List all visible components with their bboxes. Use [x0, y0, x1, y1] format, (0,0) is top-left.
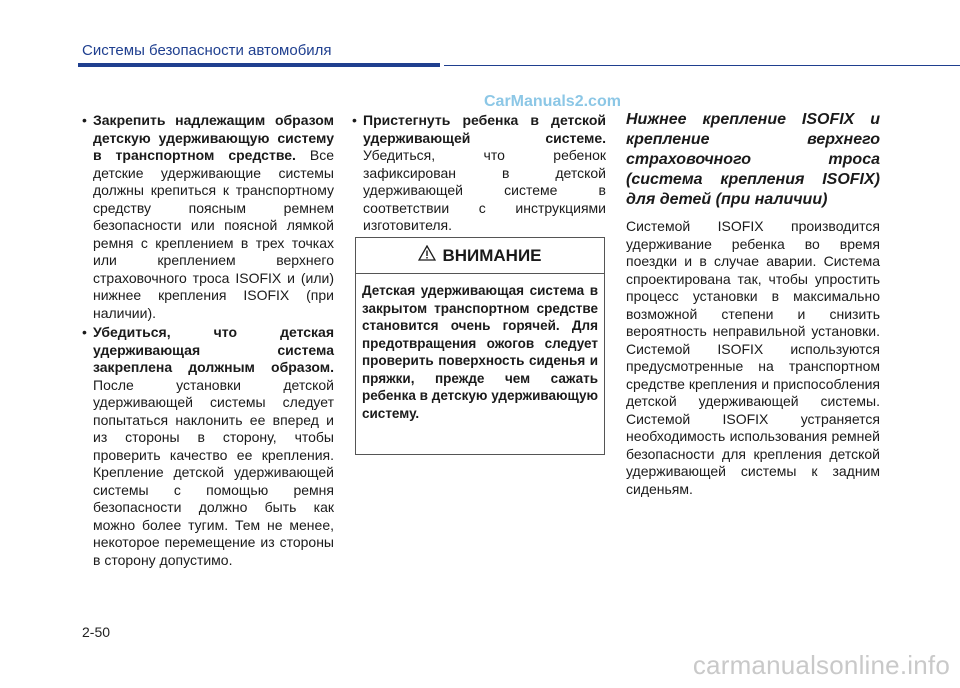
list-item-bold: Убедиться, что детская удерживающая система закреплена должным образом.	[93, 324, 334, 375]
list-item-text: После установки детской удерживающей системы следует попытаться наклонить ее вперед и из стороны в сторону, чтобы проверить качество ее крепления. Крепление детской удерживающей системы с помощью ремня безопасности должно быть как можно более тугим. Тем не менее, некоторое перемещение из стороны в сторону допустимо.	[93, 376, 334, 568]
list-item	[352, 112, 606, 235]
column-middle	[352, 112, 606, 237]
header-rule-thick	[78, 63, 440, 67]
warning-header	[356, 238, 604, 274]
column-right	[626, 110, 880, 498]
section-heading: Нижнее крепление ISOFIX и крепление верхнего страховочного троса (система крепления ISOFIX) для детей (при наличии)	[626, 111, 880, 208]
list-item-bold: Пристегнуть ребенка в детской удерживающей системе.	[363, 112, 606, 146]
warning-box	[355, 237, 605, 455]
list-item	[82, 112, 334, 322]
list-item-text: Убедиться, что ребенок зафиксирован в детской удерживающей системе в соответствии с инструкциями изготовителя.	[363, 147, 606, 233]
section-body: Системой ISOFIX производится удерживание ребенка во время поездки и в случае аварии. Система спроектирована так, чтобы упростить процесс установки в максимально возможной степени и снизить вероятность неправильной установки. Системой ISOFIX используются предусмотренные на транспортном средстве крепления и приспособления детской удерживающей системы. Системой ISOFIX устраняется необходимость использования ремней безопасности для крепления детской удерживающей системы к задним сиденьям.	[626, 218, 880, 497]
list-item-bold: Закрепить надлежащим образом детскую удерживающую систему в транспортном средстве.	[93, 112, 334, 163]
watermark-logo-top[interactable]: CarManuals2.com	[484, 93, 621, 110]
section-title: Системы безопасности автомобиля	[82, 42, 332, 59]
page-number: 2-50	[82, 624, 111, 640]
warning-text: Детская удерживающая система в закрытом транспортном средстве становится очень горячей. Для предотвращения ожогов следует проверить поверхность сиденья и пряжки, прежде чем сажать ребенка в детскую удерживающую систему.	[362, 283, 598, 421]
list-item-text: Все детские удерживающие системы должны крепиться к транспортному средству поясным ремнем безопасности или поясной лямкой ремня с креплением в трех точках или креплением верхнего страховочного троса ISOFIX и (или) нижнее крепления ISOFIX (при наличии).	[93, 147, 334, 321]
column-left	[82, 112, 334, 571]
warning-triangle-icon	[418, 245, 436, 266]
header-rule-thin	[444, 65, 960, 66]
list-item	[82, 324, 334, 569]
warning-title: ВНИМАНИЕ	[442, 245, 542, 265]
watermark-logo-bottom[interactable]: carmanualsonline.info	[692, 650, 950, 680]
